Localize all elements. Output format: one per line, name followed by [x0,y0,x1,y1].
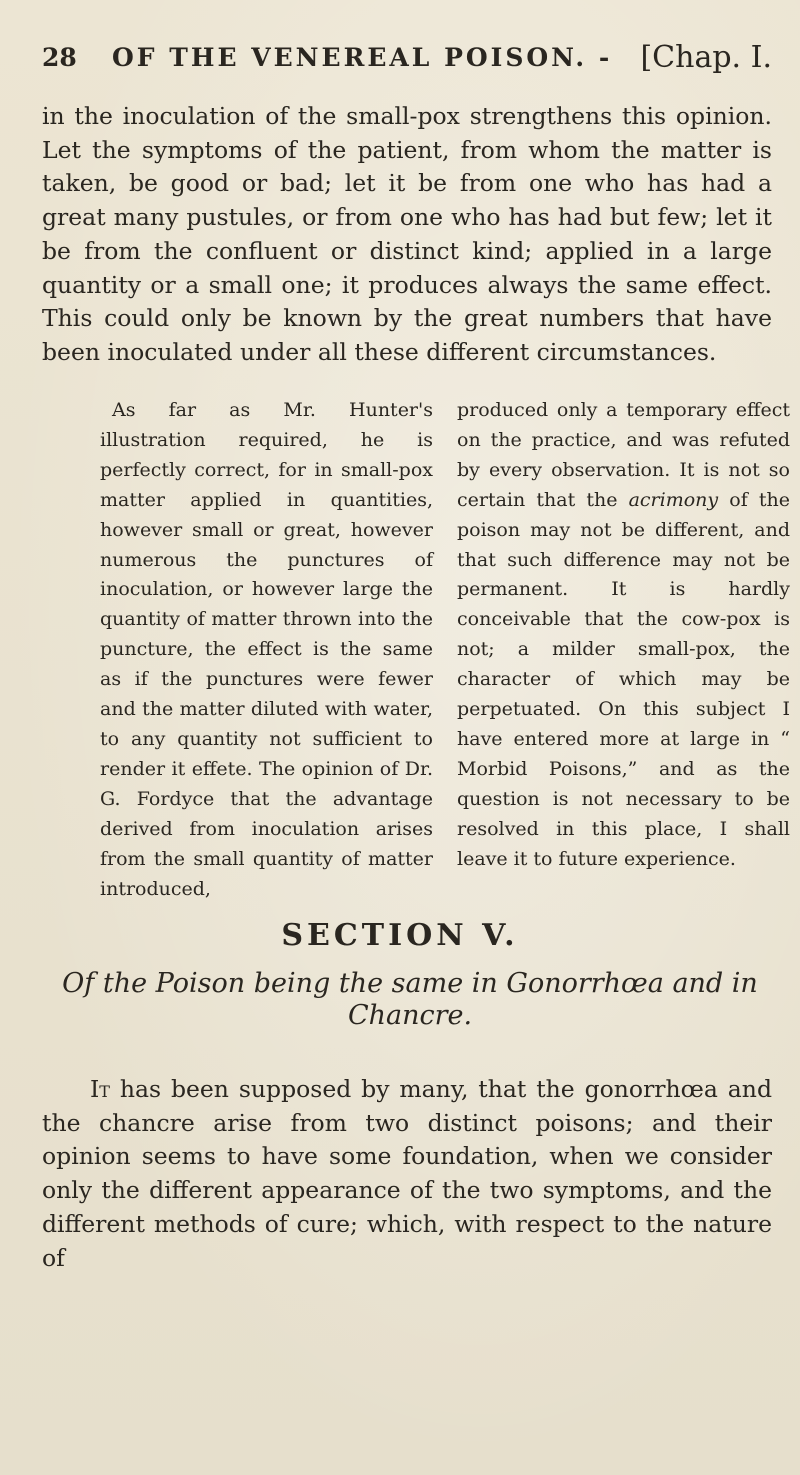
section-body-text: has been supposed by many, that the gonorrhœa and the chancre arise from two distinct poisons; and their opinion seems to have some foundation, when we consider only the different appearance of the two symptoms, and the different methods of cure; which, with respect to the nature of [42,1075,772,1272]
footnote-left-text: As far as Mr. Hunter's illustration required, he is perfectly correct, for in small-pox matter applied in quantities, however small or great, however numerous the punctures of inoculation, or however large the quantity of matter thrown into the puncture, the effect is the same as if the punctures were fewer and the matter diluted with water, to any quantity not sufficient to render it effete. The opinion of Dr. G. Fordyce that the advantage derived from inoculation arises from the small quantity of matter introduced, [100,399,433,900]
footnote-italic-word: acrimony [628,488,719,511]
footnote-right-column [457,396,790,875]
page-number: 28 [42,43,77,72]
footnote-columns [100,396,790,900]
section-subtitle-line2: Chancre. [347,1000,473,1031]
section-title: SECTION V. [281,918,519,953]
section-body-paragraph [42,1073,772,1275]
running-title: OF THE VENEREAL POISON. - [112,43,613,72]
footnote-right-part1: produced only a temporary effect on the practice, and was refuted by every observation. It is not so certain that the [457,399,790,511]
lead-paragraph: in the inoculation of the small-pox strengthens this opinion. Let the symptoms of the patient, from whom the matter is taken, be good or bad; let it be from one who has had a great many pustules, or from one who has had but few; let it be from the confluent or distinct kind; applied in a large quantity or a small one; it produces always the same effect. This could only be known by the great numbers that have been inoculated under all these different circumstances. [42,102,772,366]
page-header [42,40,772,76]
footnote-left-column [100,396,433,904]
section-first-word: It [90,1075,110,1103]
section-subtitle-line1: Of the Poison being the same in Gonorrhœa and in [62,968,758,999]
section-subtitle [40,968,780,1032]
footnote-right-part2: of the poison may not be different, and that such difference may not be permanent. It is hardly conceivable that the cow-pox is not; a milder small-pox, the character of which may be perpetuated. On this subject I have entered more at large in “ Morbid Poisons,” and as the question is not necessary to be resolved in this place, I shall leave it to future experience. [457,488,790,870]
footnote-right-text [457,396,790,875]
chapter-label: [Chap. I. [640,40,772,75]
